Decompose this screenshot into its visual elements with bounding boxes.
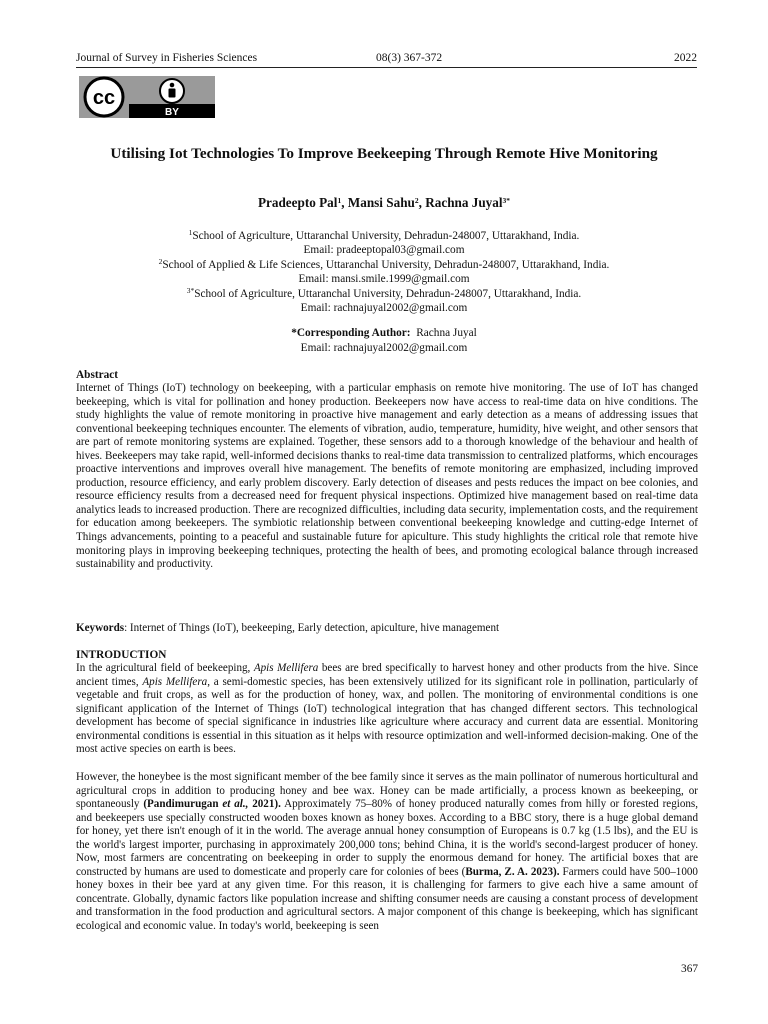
corresponding-author — [80, 326, 688, 356]
affiliation-email: Email: rachnajuyal2002@gmail.com — [300, 302, 468, 315]
citation — [143, 798, 281, 810]
affiliation-email: Email: mansi.smile.1999@gmail.com — [298, 273, 470, 286]
text-run: , a semi-domestic species, has been extensively utilized for its significant role in pollination, particularly of vegetable and fruit crops, as well as for the production of honey, wax, and pollen. The monitoring of environmental conditions is one significant application of the Internet of Things (IoT) technological integration that has changed different sectors. This technological development has become of special significance in industries like agriculture where accuracy and current data are essential. Monitoring environmental conditions is essential in this situation as it helps with resource optimization and well-informed decision-making. One of the most active species on earth is bees. — [76, 675, 698, 756]
affiliation-text: School of Agriculture, Uttaranchal University, Dehradun-248007, Uttarakhand, India. — [194, 287, 582, 300]
affiliation-sup: 1 — [188, 228, 193, 237]
keywords — [76, 622, 698, 634]
paper-title: Utilising Iot Technologies To Improve Beekeeping Through Remote Hive Monitoring — [110, 145, 658, 162]
author-list — [80, 194, 688, 212]
text-run: Farmers could have 500–1000 honey boxes in their bee yard at any given time. For this reason, it is challenging for farmers to give each hive a same amount of concentrate. Globally, dynamic factors like population increase and shifting consumer needs are causing a constant process of development and transformation in the food production and agricultural sectors. A major component of this change is beekeeping, which has significant ecological and economic value. In today's world, beekeeping is seen — [76, 865, 698, 933]
by-text: BY — [165, 107, 179, 118]
abstract-text: Internet of Things (IoT) technology on beekeeping, with a particular emphasis on remote hive monitoring. The use of IoT has changed beekeeping, which is vital for pollination and honey production. Beekeepers now have access to real-time data on hive conditions. The study highlights the value of remote monitoring in proactive hive management and early detection as a means of addressing issues that conventional beekeeping techniques encounter. The elements of vibration, audio, temperature, humidity, hive weight, and other sensors that are part of remote monitoring systems are explained. Together, these sensors add to a thorough knowledge of the behaviour and health of hives. Beekeepers may take rapid, well-informed decisions thanks to real-time data transmission to centralized platforms, which encourages proactive interventions and improves overall hive management. The benefits of remote monitoring are emphasized, including improved production, resource efficiency, and early problem discovery. Early detection of diseases and pests reduces the impact on bee colonies, and resource efficiency results from a decreased need for frequent physical inspections. Optimized hive management based on real-time data analytics leads to increased production. There are recognized difficulties, including data security, implementation costs, and the requirement for education among beekeepers. The symbiotic relationship between conventional beekeeping knowledge and cutting-edge Internet of Things advancements, pointing to a peaceful and sustainable future for apiculture. This study highlights the critical role that remote hive monitoring plays in improving beekeeping techniques, protecting the health of bees, and promoting ecological balance through increased sustainability and productivity. — [76, 382, 698, 571]
text-run: Approximately 75–80% of honey produced naturally comes from hilly or forested regions, and beekeepers use specially constructed wooden boxes known as honey boxes. According to a BBC story, there is a huge global demand for honey, yet there isn't enough of it in the world. The average annual honey consumption of Europeans is 0.7 kg (1.5 lbs), and the EU is the world's largest importer, purchasing in approximately 200,000 tons; behind China, it is the world's second-largest producer of honey. Now, most farmers are concentrating on beekeeping in order to supply the enormous demand for honey. The artificial boxes that are constructed by humans are used to domesticate and properly care for colonies of bees ( — [76, 798, 699, 878]
affiliation-line — [80, 301, 688, 315]
intro-paragraph-2 — [76, 771, 698, 934]
introduction-heading: INTRODUCTION — [76, 649, 167, 661]
author-separator: , — [418, 195, 426, 210]
corresponding-label: *Corresponding Author: — [291, 327, 411, 339]
affiliation-line — [80, 287, 688, 301]
volume-pages: 08(3) 367-372 — [376, 52, 443, 64]
affiliation-email: Email: pradeeptopal03@gmail.com — [303, 244, 465, 257]
text-run: bees are bred specifically to harvest honey and other products from the hive. Since ancient times, — [76, 662, 699, 688]
cc-by-license-icon — [79, 76, 215, 118]
text-run: However, the honeybee is the most significant member of the bee family since it serves as the main pollinator of numerous horticultural and agricultural crops in addition to producing honey and bee wax. Honey can be made artificially, a process known as beekeeping, or spontaneously — [76, 771, 698, 811]
abstract-heading: Abstract — [76, 369, 119, 381]
journal-name: Journal of Survey in Fisheries Sciences — [76, 52, 258, 64]
text-run: In the agricultural field of beekeeping, — [76, 662, 254, 674]
running-header — [76, 51, 697, 68]
keywords-text: : Internet of Things (IoT), beekeeping, Early detection, apiculture, hive management — [124, 622, 500, 634]
species-name: Apis Mellifera — [253, 662, 319, 674]
author-name: Rachna Juyal — [425, 195, 503, 210]
affiliation-line — [80, 258, 688, 272]
keywords-label: Keywords — [76, 622, 125, 634]
citation-text: 2021). — [248, 798, 281, 811]
affiliation-sup: 3* — [186, 285, 195, 295]
citation-etal: et al., — [222, 798, 249, 811]
corresponding-email: Email: rachnajuyal2002@gmail.com — [300, 342, 468, 354]
year: 2022 — [674, 52, 697, 64]
affiliation-text: School of Agriculture, Uttaranchal University, Dehradun-248007, Uttarakhand, India. — [192, 230, 580, 242]
affiliation-text: School of Applied & Life Sciences, Uttaranchal University, Dehradun-248007, Uttarakhand, India. — [162, 258, 610, 271]
citation: Burma, Z. A. 2023). — [465, 865, 560, 878]
author-sup: 2 — [414, 196, 419, 205]
cc-text: cc — [92, 87, 116, 109]
citation-text: (Pandimurugan — [143, 798, 223, 811]
affiliation-sup: 2 — [158, 256, 163, 266]
author-name: Mansi Sahu — [347, 195, 415, 210]
author-name: Pradeepto Pal — [257, 195, 338, 210]
page-number: 367 — [681, 963, 698, 975]
affiliation-line — [80, 272, 688, 286]
author-sup: 1 — [337, 196, 342, 205]
affiliations — [80, 229, 688, 315]
intro-paragraph-1 — [76, 662, 698, 757]
species-name: Apis Mellifera — [142, 675, 208, 688]
affiliation-line — [80, 229, 688, 243]
affiliation-line — [80, 243, 688, 257]
corresponding-name: Rachna Juyal — [416, 327, 477, 339]
author-separator: , — [341, 195, 348, 210]
author-sup: 3* — [502, 196, 511, 205]
